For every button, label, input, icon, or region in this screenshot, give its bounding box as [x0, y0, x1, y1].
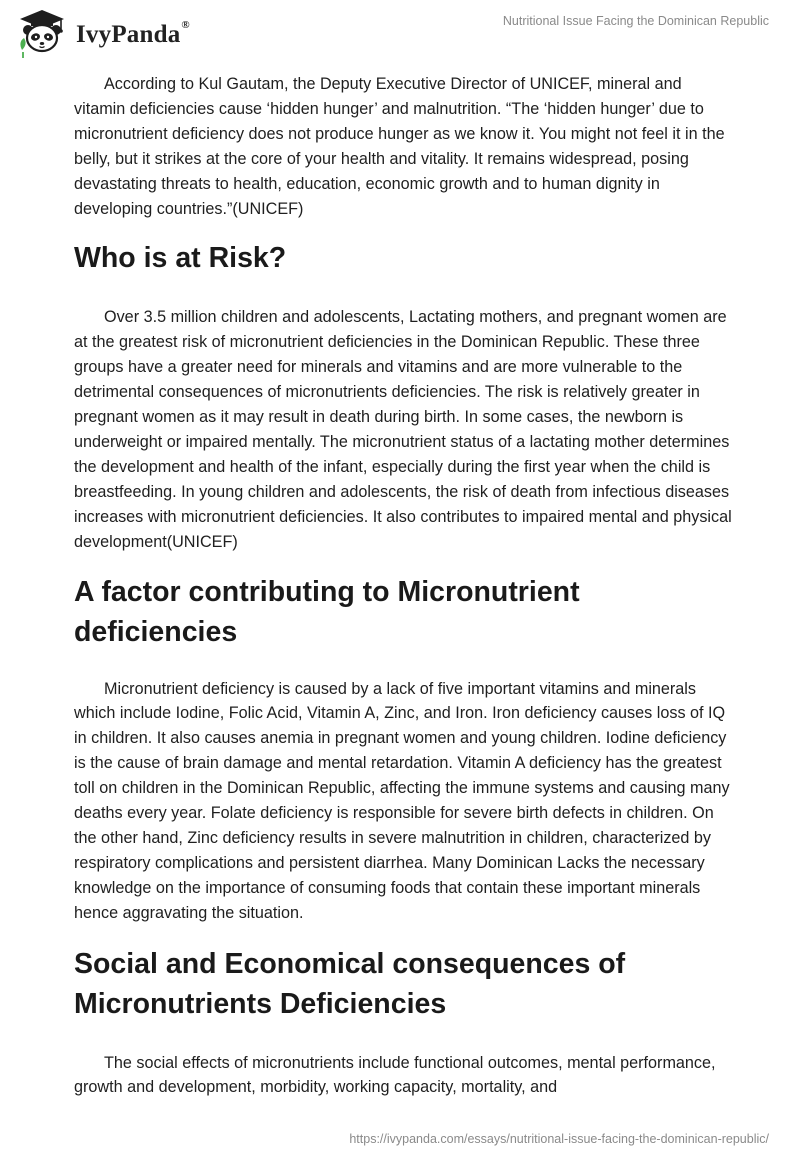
registered-mark: ® — [181, 19, 190, 31]
paragraph-deficiency-causes: Micronutrient deficiency is caused by a lack of five important vitamins and minerals which include Iodine, Folic Acid, Vitamin A, Zinc, and Iron. Iron deficiency causes loss of IQ in children. It also causes anemia in pregnant women and young children. Iodine deficiency is the cause of brain damage and mental retardation. Vitamin A deficiency has the greatest toll on children in the Dominican Republic, affecting the immune systems and causing many deaths every year. Folate deficiency is responsible for severe birth defects in children. On the other hand, Zinc deficiency results in severe malnutrition in children, characterized by respiratory complications and persistent diarrhea. Many Dominican Lacks the necessary knowledge on the importance of consuming foods that contain these important minerals hence aggravating the situation. — [74, 679, 730, 922]
paragraph-social-effects: The social effects of micronutrients include functional outcomes, mental performance, growth and development, morbidity, working capacity, mortality, and — [74, 1053, 716, 1097]
paragraph-risk-groups: Over 3.5 million children and adolescents, Lactating mothers, and pregnant women are at the greatest risk of micronutrient deficiencies in the Dominican Republic. These three groups have a greater need for minerals and vitamins and are more vulnerable to the detrimental consequences of micronutrients deficiencies. The risk is relatively greater in pregnant women as it may result in death during birth. In some cases, the newborn is underweight or impaired mentally. The micronutrient status of a lactating mother determines the development and health of the infant, especially during the first year when the child is breastfeeding. In young children and adolescents, the risk of death from infectious diseases increases with micronutrient deficiencies. It also contributes to impaired mental and physical development(UNICEF) — [74, 308, 732, 551]
brand-name: IvyPanda® — [76, 19, 190, 48]
panda-graduate-icon — [14, 6, 70, 62]
heading-contributing-factor: A factor contributing to Micronutrient deficiencies — [74, 575, 580, 648]
source-url[interactable]: https://ivypanda.com/essays/nutritional-issue-facing-the-dominican-republic/ — [349, 1132, 769, 1146]
essay-content — [74, 72, 734, 1100]
heading-social-economic-consequences: Social and Economical consequences of Micronutrients Deficiencies — [74, 947, 626, 1020]
page-header — [0, 0, 800, 70]
ivypanda-logo[interactable] — [14, 6, 190, 62]
document-title: Nutritional Issue Facing the Dominican Republic — [502, 14, 769, 28]
heading-who-is-at-risk: Who is at Risk? — [74, 242, 287, 275]
paragraph-unicef-quote: According to Kul Gautam, the Deputy Executive Director of UNICEF, mineral and vitamin deficiencies cause ‘hidden hunger’ and malnutrition. “The ‘hidden hunger’ due to micronutrient deficiency does not produce hunger as we know it. You might not feel it in the belly, but it strikes at the core of your health and vitality. It remains widespread, posing devastating threats to health, education, economic growth and to human dignity in developing countries.”(UNICEF) — [74, 75, 725, 218]
